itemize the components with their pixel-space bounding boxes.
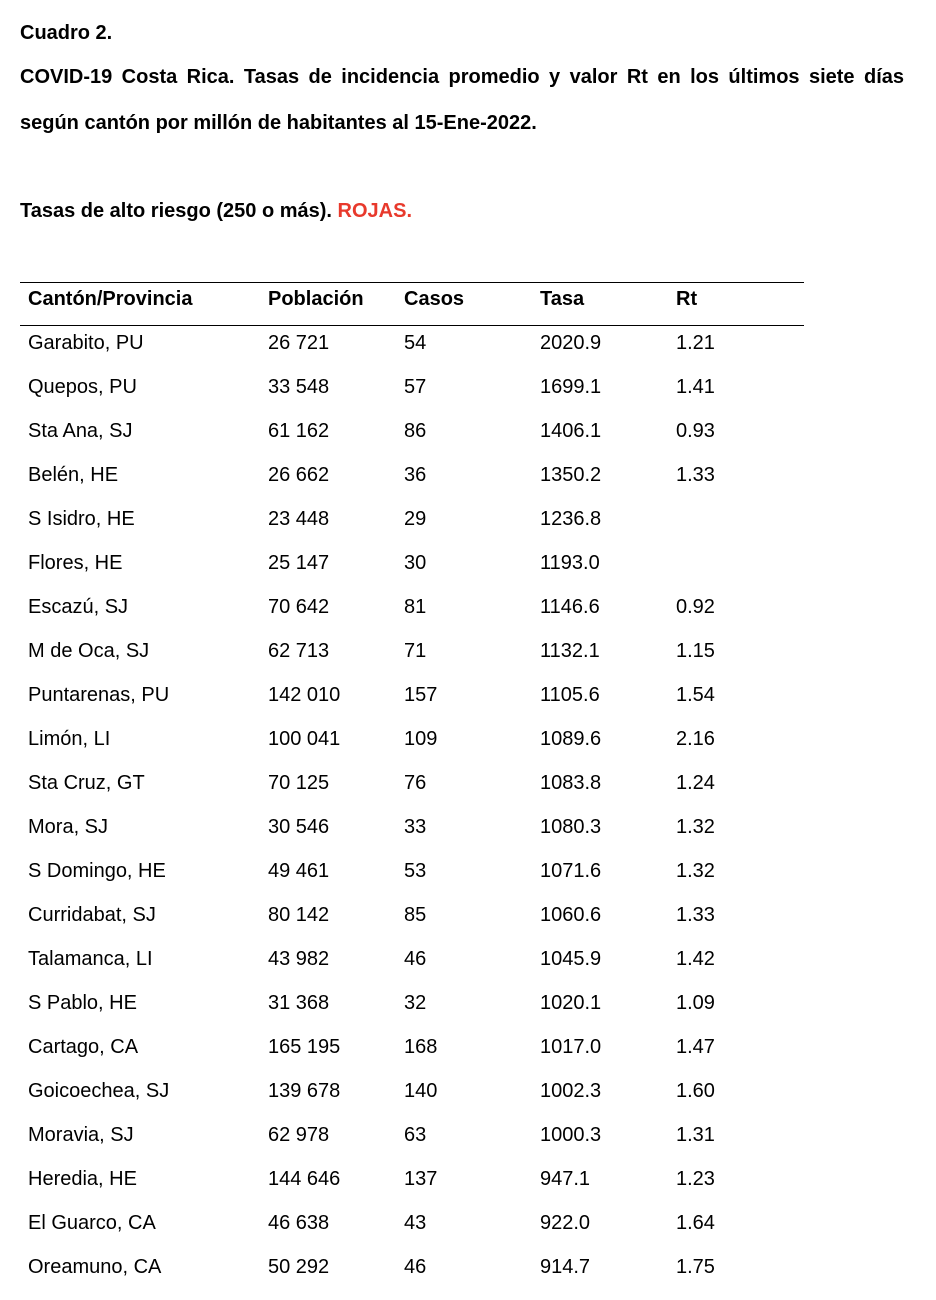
table-top-rule xyxy=(20,282,804,283)
cell-poblacion: 33 548 xyxy=(268,376,330,398)
cell-canton: Sta Ana, SJ xyxy=(28,420,133,442)
table-row xyxy=(20,1255,804,1299)
cell-poblacion: 139 678 xyxy=(268,1080,341,1102)
table-row xyxy=(20,375,804,419)
column-header-canton: Cantón/Provincia xyxy=(28,288,193,310)
cell-casos: 43 xyxy=(404,1212,427,1234)
cell-poblacion: 23 448 xyxy=(268,508,330,530)
cell-poblacion: 70 125 xyxy=(268,772,330,794)
cell-rt: 1.33 xyxy=(676,904,715,926)
column-header-poblacion: Población xyxy=(268,288,364,310)
cell-tasa: 922.0 xyxy=(540,1212,591,1234)
cell-rt: 1.42 xyxy=(676,948,715,970)
cell-tasa: 1020.1 xyxy=(540,992,602,1014)
cell-casos: 71 xyxy=(404,640,427,662)
cell-rt: 1.64 xyxy=(676,1212,715,1234)
table-header-rule xyxy=(20,325,804,326)
table-row xyxy=(20,947,804,991)
cell-tasa: 914.7 xyxy=(540,1256,591,1278)
risk-legend-text: Tasas de alto riesgo (250 o más). xyxy=(20,200,332,222)
risk-legend xyxy=(20,199,412,223)
cell-rt: 1.32 xyxy=(676,816,715,838)
cell-casos: 168 xyxy=(404,1036,438,1058)
table-title-line-2: según cantón por millón de habitantes al 15-Ene-2022. xyxy=(20,112,537,134)
cell-canton: M de Oca, SJ xyxy=(28,640,150,662)
cell-poblacion: 80 142 xyxy=(268,904,330,926)
cell-poblacion: 70 642 xyxy=(268,596,330,618)
table-row xyxy=(20,727,804,771)
cell-poblacion: 30 546 xyxy=(268,816,330,838)
table-row xyxy=(20,507,804,551)
cell-tasa: 1089.6 xyxy=(540,728,602,750)
cell-poblacion: 50 292 xyxy=(268,1256,330,1278)
cell-poblacion: 25 147 xyxy=(268,552,330,574)
cell-poblacion: 142 010 xyxy=(268,684,341,706)
table-row xyxy=(20,771,804,815)
cell-poblacion: 31 368 xyxy=(268,992,330,1014)
cell-poblacion: 165 195 xyxy=(268,1036,341,1058)
cell-rt: 1.32 xyxy=(676,860,715,882)
cell-canton: Cartago, CA xyxy=(28,1036,139,1058)
cell-casos: 137 xyxy=(404,1168,438,1190)
cell-casos: 81 xyxy=(404,596,427,618)
cell-tasa: 1000.3 xyxy=(540,1124,602,1146)
table-row xyxy=(20,991,804,1035)
cell-rt: 1.60 xyxy=(676,1080,715,1102)
table-row xyxy=(20,1079,804,1123)
table-row xyxy=(20,859,804,903)
cell-tasa: 1193.0 xyxy=(540,552,600,574)
cell-tasa: 1406.1 xyxy=(540,420,602,442)
cell-poblacion: 43 982 xyxy=(268,948,330,970)
cell-casos: 86 xyxy=(404,420,427,442)
risk-legend-highlight: ROJAS. xyxy=(337,200,413,222)
cell-canton: El Guarco, CA xyxy=(28,1212,156,1234)
cell-casos: 85 xyxy=(404,904,427,926)
table-row xyxy=(20,1123,804,1167)
cell-casos: 29 xyxy=(404,508,427,530)
cell-rt: 0.92 xyxy=(676,596,715,618)
cell-poblacion: 46 638 xyxy=(268,1212,330,1234)
cell-tasa: 1045.9 xyxy=(540,948,602,970)
cell-casos: 46 xyxy=(404,948,427,970)
cell-tasa: 1146.6 xyxy=(540,596,600,618)
cell-casos: 63 xyxy=(404,1124,427,1146)
cell-casos: 33 xyxy=(404,816,427,838)
cell-canton: Oreamuno, CA xyxy=(28,1256,162,1278)
table-title-line-1: COVID-19 Costa Rica. Tasas de incidencia promedio y valor Rt en los últimos siete días xyxy=(20,66,904,88)
cell-canton: Belén, HE xyxy=(28,464,119,486)
cell-canton: Mora, SJ xyxy=(28,816,109,838)
table-row xyxy=(20,551,804,595)
cell-canton: Heredia, HE xyxy=(28,1168,137,1190)
cell-canton: S Pablo, HE xyxy=(28,992,137,1014)
column-header-rt: Rt xyxy=(676,288,698,310)
table-row xyxy=(20,1167,804,1211)
cell-canton: Moravia, SJ xyxy=(28,1124,134,1146)
cell-canton: Quepos, PU xyxy=(28,376,137,398)
table-row xyxy=(20,331,804,375)
cell-canton: Talamanca, LI xyxy=(28,948,153,970)
cell-canton: Puntarenas, PU xyxy=(28,684,170,706)
cell-casos: 53 xyxy=(404,860,427,882)
cell-canton: S Domingo, HE xyxy=(28,860,166,882)
cell-tasa: 1083.8 xyxy=(540,772,602,794)
cell-casos: 76 xyxy=(404,772,427,794)
cell-canton: Limón, LI xyxy=(28,728,111,750)
cell-rt: 0.93 xyxy=(676,420,715,442)
column-header-tasa: Tasa xyxy=(540,288,585,310)
cell-poblacion: 100 041 xyxy=(268,728,341,750)
table-row xyxy=(20,419,804,463)
cell-poblacion: 26 721 xyxy=(268,332,330,354)
cell-casos: 32 xyxy=(404,992,427,1014)
cell-tasa: 1060.6 xyxy=(540,904,602,926)
column-header-casos: Casos xyxy=(404,288,465,310)
cell-casos: 109 xyxy=(404,728,438,750)
cell-poblacion: 49 461 xyxy=(268,860,330,882)
cell-tasa: 1105.6 xyxy=(540,684,600,706)
cell-poblacion: 26 662 xyxy=(268,464,330,486)
cell-casos: 54 xyxy=(404,332,427,354)
cell-casos: 140 xyxy=(404,1080,438,1102)
cell-poblacion: 61 162 xyxy=(268,420,330,442)
cell-rt: 1.33 xyxy=(676,464,715,486)
table-row xyxy=(20,463,804,507)
cell-rt: 1.54 xyxy=(676,684,715,706)
cell-casos: 46 xyxy=(404,1256,427,1278)
cell-poblacion: 62 713 xyxy=(268,640,330,662)
cell-canton: Flores, HE xyxy=(28,552,123,574)
cell-casos: 30 xyxy=(404,552,427,574)
cell-tasa: 947.1 xyxy=(540,1168,591,1190)
table-row xyxy=(20,1211,804,1255)
table-row xyxy=(20,639,804,683)
cell-tasa: 2020.9 xyxy=(540,332,602,354)
cell-rt: 1.75 xyxy=(676,1256,715,1278)
cell-casos: 57 xyxy=(404,376,427,398)
cell-tasa: 1132.1 xyxy=(540,640,600,662)
cell-tasa: 1080.3 xyxy=(540,816,602,838)
cell-rt: 1.09 xyxy=(676,992,715,1014)
table-row xyxy=(20,903,804,947)
cell-tasa: 1350.2 xyxy=(540,464,602,486)
cell-tasa: 1002.3 xyxy=(540,1080,602,1102)
table-row xyxy=(20,1035,804,1079)
cell-canton: Garabito, PU xyxy=(28,332,144,354)
cell-canton: Escazú, SJ xyxy=(28,596,129,618)
cell-casos: 157 xyxy=(404,684,438,706)
cell-poblacion: 144 646 xyxy=(268,1168,341,1190)
cell-rt: 1.21 xyxy=(676,332,715,354)
cell-rt: 1.15 xyxy=(676,640,715,662)
cell-rt: 1.23 xyxy=(676,1168,715,1190)
cell-rt: 2.16 xyxy=(676,728,715,750)
table-row xyxy=(20,683,804,727)
cell-canton: S Isidro, HE xyxy=(28,508,135,530)
cell-tasa: 1236.8 xyxy=(540,508,602,530)
table-number-label: Cuadro 2. xyxy=(20,22,113,44)
cell-canton: Curridabat, SJ xyxy=(28,904,156,926)
cell-rt: 1.41 xyxy=(676,376,715,398)
table-row xyxy=(20,595,804,639)
cell-tasa: 1699.1 xyxy=(540,376,602,398)
cell-tasa: 1017.0 xyxy=(540,1036,602,1058)
cell-rt: 1.31 xyxy=(676,1124,715,1146)
cell-canton: Goicoechea, SJ xyxy=(28,1080,170,1102)
cell-canton: Sta Cruz, GT xyxy=(28,772,145,794)
cell-poblacion: 62 978 xyxy=(268,1124,330,1146)
cell-tasa: 1071.6 xyxy=(540,860,602,882)
cell-rt: 1.24 xyxy=(676,772,715,794)
cell-casos: 36 xyxy=(404,464,427,486)
table-row xyxy=(20,815,804,859)
cell-rt: 1.47 xyxy=(676,1036,715,1058)
